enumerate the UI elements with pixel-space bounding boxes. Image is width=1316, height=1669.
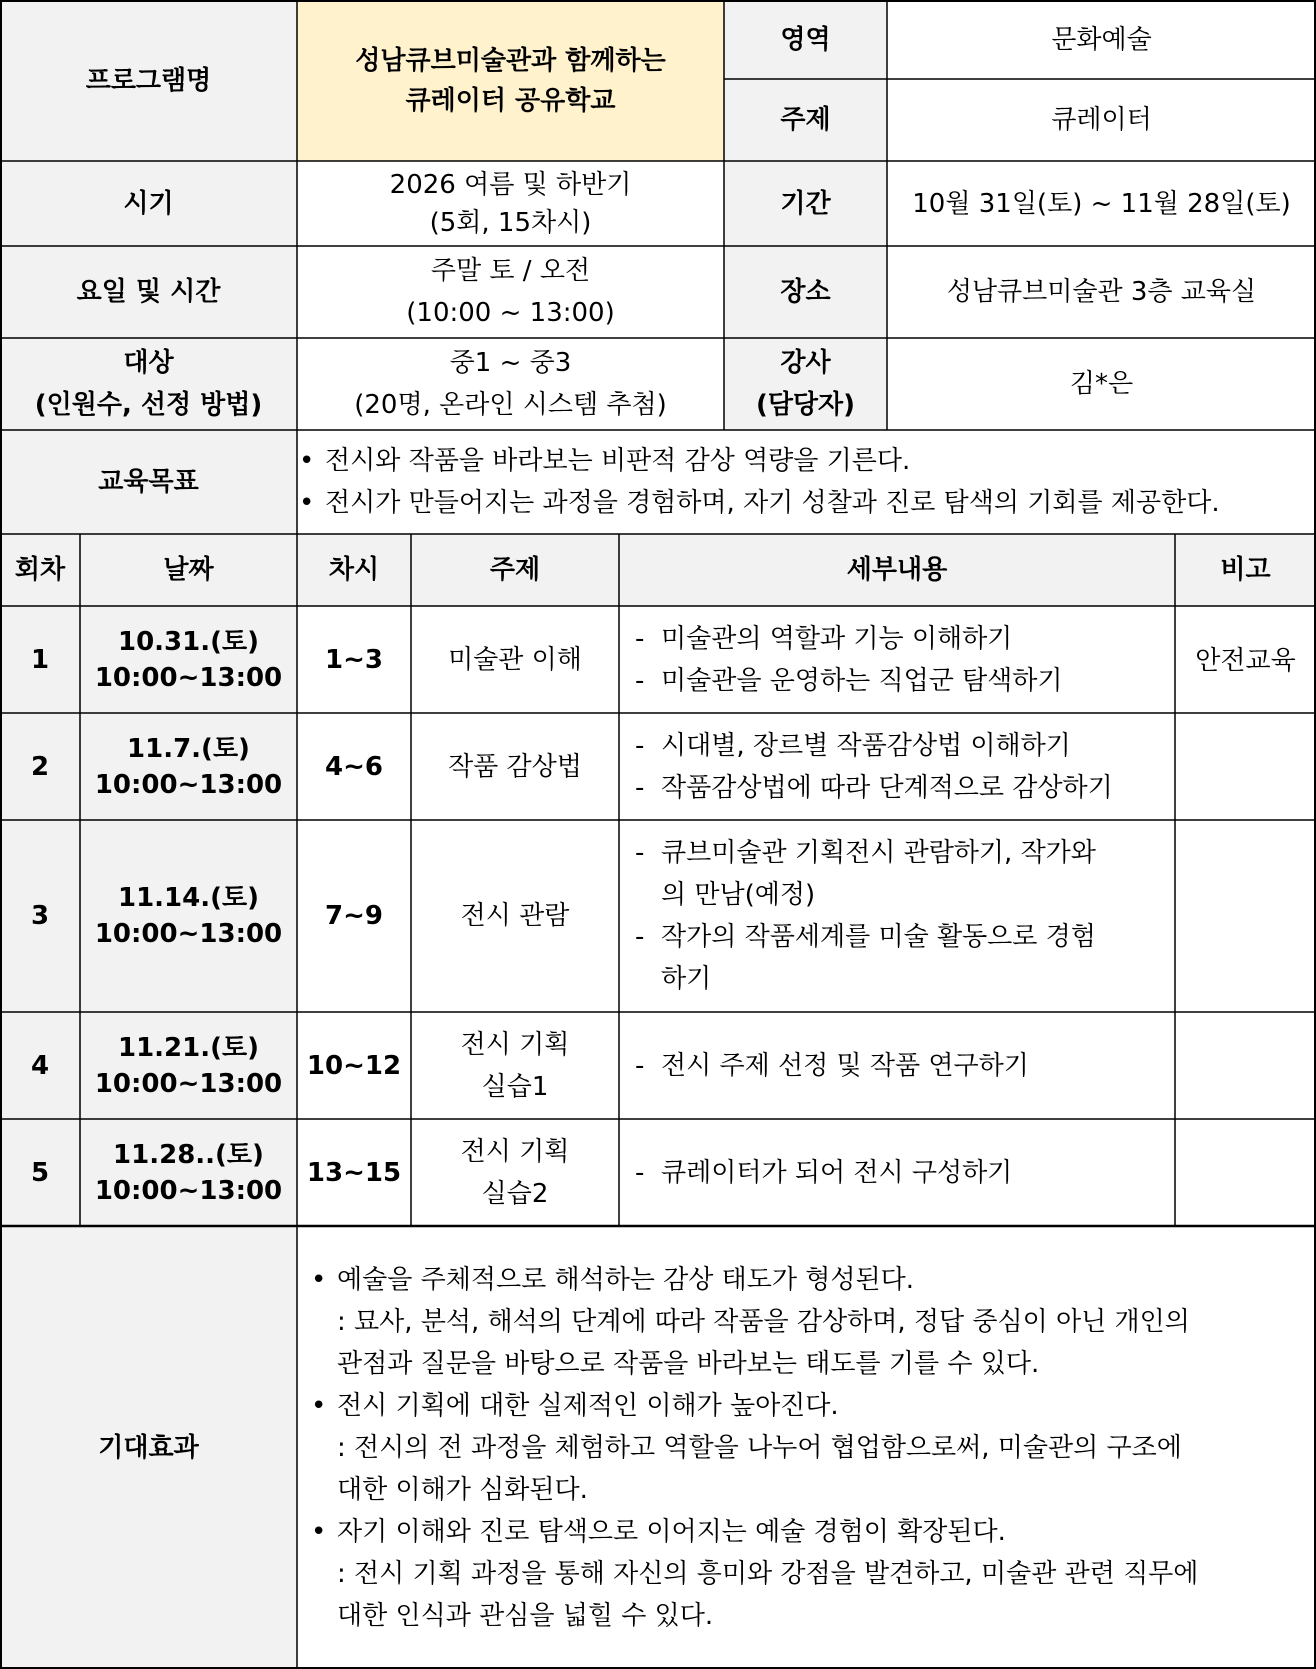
goal-label: 교육목표	[0, 430, 297, 534]
bullet-icon: •	[311, 1264, 327, 1295]
col-header-session: 차시	[297, 534, 411, 606]
bullet-icon: •	[299, 488, 315, 518]
row-date: 11.14.(토) 10:00~13:00	[80, 820, 297, 1012]
row-date: 11.28..(토) 10:00~13:00	[80, 1119, 297, 1226]
row-topic: 전시 관람	[460, 901, 570, 931]
effect-item: • 자기 이해와 진로 탐색으로 이어지는 예술 경험이 확장된다. : 전시 기획 과정을 통해 자신의 흥미와 강점을 발견하고, 미술관 관련 직무에 대한 인식과 관심을 넓힐 수 있다.	[311, 1511, 1198, 1637]
row-date: 11.7.(토) 10:00~13:00	[80, 713, 297, 820]
row-no: 3	[0, 820, 80, 1012]
target-value: 중1 ~ 중3 (20명, 온라인 시스템 추첨)	[354, 348, 667, 420]
row-note: 안전교육	[1195, 646, 1296, 676]
bullet-icon: •	[311, 1390, 327, 1421]
col-header-note: 비고	[1175, 534, 1316, 606]
program-name-value: 성남큐브미술관과 함께하는 큐레이터 공유학교	[297, 0, 724, 161]
detail-item: - 미술관의 역할과 기능 이해하기	[635, 623, 1013, 654]
effect-item: • 전시 기획에 대한 실제적인 이해가 높아진다. : 전시의 전 과정을 체험하고 역할을 나누어 협업함으로써, 미술관의 구조에 대한 이해가 심화된다.	[311, 1385, 1198, 1511]
row-session: 13~15	[306, 1157, 402, 1188]
area-label: 영역	[724, 0, 887, 79]
col-header-topic: 주제	[411, 534, 619, 606]
place-label: 장소	[724, 246, 887, 338]
place-value: 성남큐브미술관 3층 교육실	[946, 277, 1257, 307]
detail-item: - 큐레이터가 되어 전시 구성하기	[635, 1157, 1013, 1188]
goal-item: • 전시가 만들어지는 과정을 경험하며, 자기 성찰과 진로 탐색의 기회를 제공한다.	[299, 482, 1220, 524]
detail-item: - 큐브미술관 기획전시 관람하기, 작가와 의 만남(예정)	[635, 838, 1096, 910]
teacher-value: 김*은	[1069, 369, 1134, 399]
row-no: 2	[0, 713, 80, 820]
detail-item: - 미술관을 운영하는 직업군 탐색하기	[635, 665, 1063, 696]
row-session: 4~6	[325, 751, 383, 782]
row-no: 1	[0, 606, 80, 713]
time-label: 요일 및 시간	[0, 246, 297, 338]
target-label: 대상 (인원수, 선정 방법)	[0, 338, 297, 430]
time-value: 주말 토 / 오전 (10:00 ~ 13:00)	[406, 256, 615, 328]
bullet-icon: •	[311, 1516, 327, 1547]
effect-item: • 예술을 주체적으로 해석하는 감상 태도가 형성된다. : 묘사, 분석, 해석의 단계에 따라 작품을 감상하며, 정답 중심이 아닌 개인의 관점과 질문을 바탕으로 작품을 바라보는 태도를 기를 수 있다.	[311, 1259, 1198, 1385]
duration-label: 기간	[724, 161, 887, 246]
detail-item: - 시대별, 장르별 작품감상법 이해하기	[635, 730, 1071, 761]
row-date: 10.31.(토) 10:00~13:00	[80, 606, 297, 713]
row-topic: 작품 감상법	[448, 751, 582, 782]
bullet-icon: •	[299, 446, 315, 476]
program-name-label: 프로그램명	[0, 0, 297, 161]
row-no: 4	[0, 1012, 80, 1119]
row-session: 7~9	[325, 901, 383, 931]
topic-value: 큐레이터	[1051, 105, 1152, 135]
col-header-details: 세부내용	[619, 534, 1175, 606]
detail-item: - 작가의 작품세계를 미술 활동으로 경험 하기	[635, 922, 1096, 994]
period-label: 시기	[0, 161, 297, 246]
detail-item: - 작품감상법에 따라 단계적으로 감상하기	[635, 772, 1113, 803]
period-value: 2026 여름 및 하반기 (5회, 15차시)	[389, 169, 632, 238]
goal-item: • 전시와 작품을 바라보는 비판적 감상 역량을 기른다.	[299, 440, 1220, 482]
detail-item: - 전시 주제 선정 및 작품 연구하기	[635, 1050, 1029, 1081]
effects-label: 기대효과	[0, 1226, 297, 1669]
topic-label: 주제	[724, 79, 887, 161]
row-session: 1~3	[325, 644, 383, 675]
row-date: 11.21.(토) 10:00~13:00	[80, 1012, 297, 1119]
col-header-date: 날짜	[80, 534, 297, 606]
row-session: 10~12	[306, 1050, 402, 1081]
duration-value: 10월 31일(토) ~ 11월 28일(토)	[912, 188, 1291, 219]
row-topic: 전시 기획 실습1	[460, 1029, 570, 1102]
area-value: 문화예술	[1051, 24, 1152, 55]
row-topic: 전시 기획 실습2	[460, 1136, 570, 1209]
col-header-no: 회차	[0, 534, 80, 606]
teacher-label: 강사 (담당자)	[724, 338, 887, 430]
row-topic: 미술관 이해	[448, 644, 582, 675]
row-no: 5	[0, 1119, 80, 1226]
